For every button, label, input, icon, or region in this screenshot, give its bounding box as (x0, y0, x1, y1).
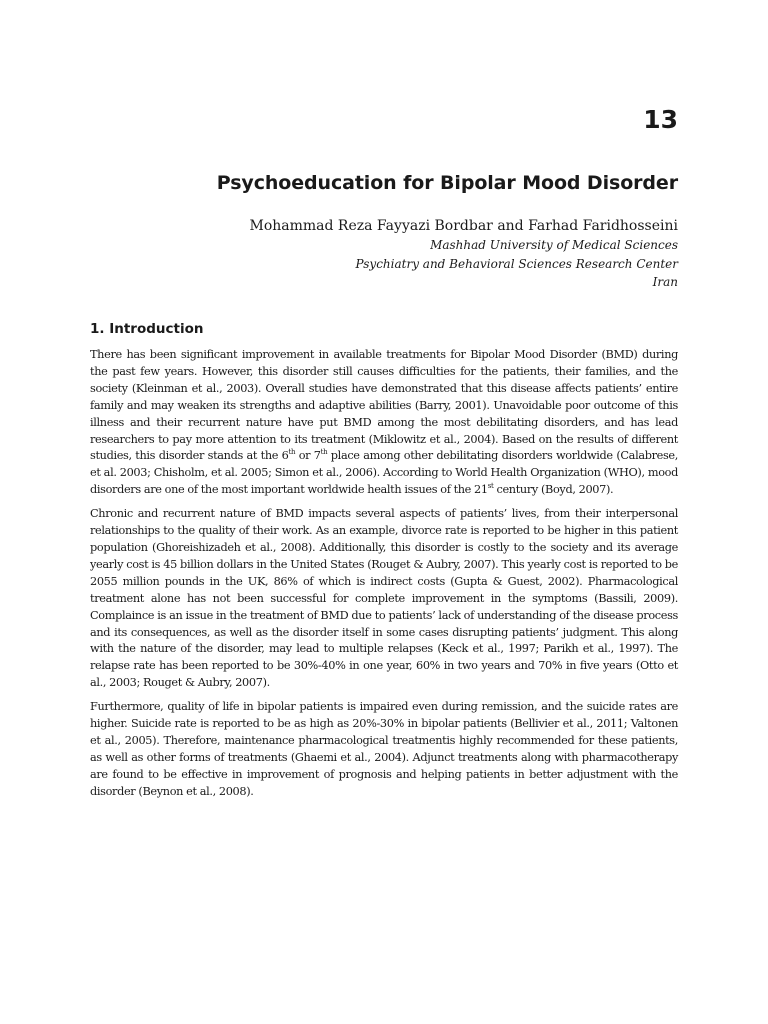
superscript-th-2: th (320, 448, 328, 457)
paragraph-1-part-d: century (Boyd, 2007). (493, 483, 614, 497)
superscript-st: st (487, 482, 494, 491)
affiliation-country: Iran (652, 275, 678, 289)
chapter-number: 13 (643, 105, 678, 134)
author-names: Mohammad Reza Fayyazi Bordbar and Farhad Faridhosseini (249, 218, 678, 234)
superscript-th-1: th (288, 448, 296, 457)
paragraph-1-part-a: There has been significant improvement in available treatments for Bipolar Mood Disorder (BMD) during the past few years. However, this disorder still causes difficulties for the patients, their families, and the society (Kleinman et al., 2003). Overall studies have demonstrated that this disease affects patients’ entire family and may weaken its strengths and adaptive abilities (Barry, 2001). Unavoidable poor outcome of this illness and their recurrent nature have put BMD among the most debilitating disorders, and has lead researchers to pay more attention to its treatment (Miklowitz et al., 2004). Based on the results of different studies, this disorder stands at the 6 (90, 348, 678, 463)
paragraph-1-part-c: place among other debilitating disorders worldwide (Calabrese, et al. 2003; Chisholm, et al. 2005; Simon et al., 2006). According to World Health Organization (WHO), mood disorders are one of the most important worldwide health issues of the 21 (90, 449, 679, 497)
document-page (90, 0, 678, 1024)
paragraph-1-part-b: or 7 (295, 449, 321, 463)
paragraph-2: Chronic and recurrent nature of BMD impacts several aspects of patients’ lives, from their interpersonal relationships to the quality of their work. As an example, divorce rate is reported to be higher in this patient population (Ghoreishizadeh et al., 2008). Additionally, this disorder is costly to the society and its average yearly cost is 45 billion dollars in the United States (Rouget & Aubry, 2007). This yearly cost is reported to be 2055 million pounds in the UK, 86% of which is indirect costs (Gupta & Guest, 2002). Pharmacological treatment alone has not been successful for complete improvement in the symptoms (Bassili, 2009). Complaince is an issue in the treatment of BMD due to patients’ lack of understanding of the disease process and its consequences, as well as the disorder itself in some cases disrupting patients’ judgment. This along with the nature of the disorder, may lead to multiple relapses (Keck et al., 1997; Parikh et al., 1997). The relapse rate has been reported to be 30%-40% in one year, 60% in two years and 70% in five years (Otto et al., 2003; Rouget & Aubry, 2007). (90, 507, 678, 690)
paragraph-1 (90, 347, 678, 499)
author-block (249, 216, 678, 292)
affiliation-research-center: Psychiatry and Behavioral Sciences Research Center (355, 256, 678, 271)
body-text (90, 347, 678, 808)
affiliation-university: Mashhad University of Medical Sciences (430, 238, 678, 252)
chapter-title: Psychoeducation for Bipolar Mood Disorder (216, 172, 678, 194)
paragraph-3: Furthermore, quality of life in bipolar patients is impaired even during remission, and the suicide rates are higher. Suicide rate is reported to be as high as 20%-30% in bipolar patients (Bellivier et al., 2011; Valtonen et al., 2005). Therefore, maintenance pharmacological treatmentis highly recommended for these patients, as well as other forms of treatments (Ghaemi et al., 2004). Adjunct treatments along with pharmacotherapy are found to be effective in improvement of prognosis and helping patients in better adjustment with the disorder (Beynon et al., 2008). (90, 700, 678, 798)
section-heading: 1. Introduction (90, 321, 204, 337)
